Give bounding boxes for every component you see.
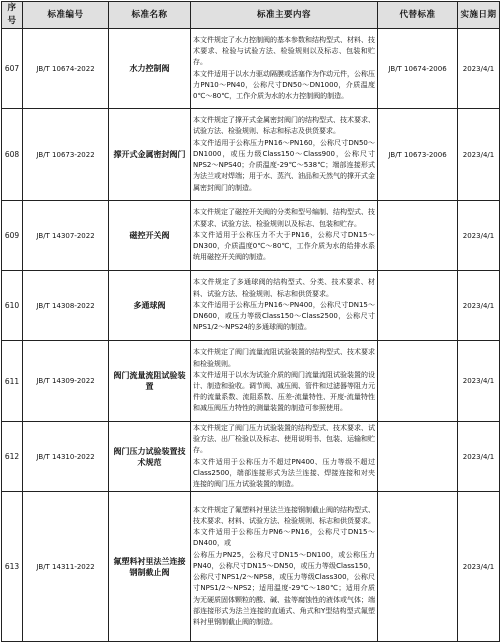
header-no: 序号 bbox=[2, 2, 23, 29]
standard-name: 多通球阀 bbox=[109, 271, 191, 341]
content-paragraph: 本文件适用于公称压力不大于PN16，公称尺寸DN15～DN300，介质温度0℃～80℃，工作介质为水的给排水系统用磁控开关阀的制造。 bbox=[193, 230, 375, 262]
content-paragraph: 本文件适用于以水力驱动隔膜或活塞作为作动元件，公称压力PN10～PN40，公称尺寸DN50～DN1000，介质温度0℃～80℃，工作介质为水的水力控制阀的制造。 bbox=[193, 69, 375, 100]
content-paragraph: 本文件规定了撑开式金属密封阀门的结构型式、技术要求、试验方法、检验规则、标志和标志及供货要求。 bbox=[193, 116, 375, 136]
content-paragraph: 本文件规定了多通球阀的结构型式、分类、技术要求、材料、试验方法、检验规则、标志和供货要求。 bbox=[193, 278, 375, 298]
replaced-standard bbox=[378, 201, 458, 271]
content-paragraph: 本文件适用于公称压力PN16～PN400，公称尺寸DN15～DN600，或压力等级Class150～Class2500，公称尺寸NPS1/2～NPS24的多通球阀的制造。 bbox=[193, 300, 375, 332]
content-paragraph: 本文件适用于公称压力PN6～PN16，公称尺寸DN15～DN400，或 bbox=[193, 528, 375, 548]
row-number: 613 bbox=[2, 492, 23, 642]
standard-content bbox=[191, 422, 378, 492]
table-row bbox=[2, 492, 500, 642]
row-number: 611 bbox=[2, 341, 23, 422]
standard-name: 水力控制阀 bbox=[109, 29, 191, 109]
content-paragraph: 本文件适用于公称压力PN16～PN160，公称尺寸DN50～DN1000，或压力级Class150～Class900，公称尺寸NPS2～NPS40；介质温度-29℃～538℃；端部连接形式为法兰或对焊端；用于水、蒸汽、油品和天然气的撑开式金属密封阀门的制造。 bbox=[193, 138, 375, 192]
header-replace: 代替标准 bbox=[378, 2, 458, 29]
effective-date: 2023/4/1 bbox=[458, 201, 500, 271]
row-number: 612 bbox=[2, 422, 23, 492]
content-paragraph: 本文件适用于以水为试验介质的阀门流量流阻试验装置的设计、制造和验收。调节阀、减压阀、管件和过滤器等阻力元件的流量系数、流阻系数、压差-流量特性、开度-流量特性和减压阀压力特性的测量装置的制造可参照使用。 bbox=[193, 370, 375, 413]
standard-code: JB/T 14308-2022 bbox=[23, 271, 109, 341]
replaced-standard bbox=[378, 492, 458, 642]
table-row bbox=[2, 341, 500, 422]
standard-content bbox=[191, 341, 378, 422]
content-paragraph: 本文件规定了阀门流量流阻试验装置的结构型式、技术要求和检验规则。 bbox=[193, 348, 375, 368]
standard-name: 阀门压力试验装置技术规范 bbox=[109, 422, 191, 492]
row-number: 609 bbox=[2, 201, 23, 271]
header-content: 标准主要内容 bbox=[191, 2, 378, 29]
standard-code: JB/T 10673-2022 bbox=[23, 109, 109, 201]
table-row bbox=[2, 422, 500, 492]
standard-code: JB/T 14311-2022 bbox=[23, 492, 109, 642]
effective-date: 2023/4/1 bbox=[458, 109, 500, 201]
standard-code: JB/T 14307-2022 bbox=[23, 201, 109, 271]
table-row bbox=[2, 29, 500, 109]
effective-date: 2023/4/1 bbox=[458, 341, 500, 422]
standard-name: 撑开式金属密封阀门 bbox=[109, 109, 191, 201]
replaced-standard bbox=[378, 271, 458, 341]
table-row bbox=[2, 271, 500, 341]
standard-code: JB/T 14310-2022 bbox=[23, 422, 109, 492]
table-row bbox=[2, 109, 500, 201]
effective-date: 2023/4/1 bbox=[458, 492, 500, 642]
effective-date: 2023/4/1 bbox=[458, 271, 500, 341]
content-paragraph: 公称压力PN25，公称尺寸DN15～DN100，或公称压力PN40，公称尺寸DN15～DN50，或压力等级Class150，公称尺寸NPS1/2～NPS8，或压力等级Class300，公称尺寸NPS1/2～NPS2；适用温度-29℃～180℃；适用介质为无硬质固体颗粒的酸、碱、盐等腐蚀性的液体或气体；端部连接形式为法兰连接的直通式、角式和Y型结构型式氟塑料衬里钢制截止阀的制造。 bbox=[193, 550, 375, 626]
header-row bbox=[2, 2, 500, 29]
standard-name: 磁控开关阀 bbox=[109, 201, 191, 271]
replaced-standard: JB/T 10673-2006 bbox=[378, 109, 458, 201]
replaced-standard: JB/T 10674-2006 bbox=[378, 29, 458, 109]
header-date: 实施日期 bbox=[458, 2, 500, 29]
effective-date: 2023/4/1 bbox=[458, 29, 500, 109]
standard-name: 阀门流量流阻试验装置 bbox=[109, 341, 191, 422]
standard-content bbox=[191, 492, 378, 642]
table-row bbox=[2, 201, 500, 271]
row-number: 610 bbox=[2, 271, 23, 341]
effective-date: 2023/4/1 bbox=[458, 422, 500, 492]
row-number: 608 bbox=[2, 109, 23, 201]
standard-content bbox=[191, 271, 378, 341]
content-paragraph: 本文件规定了氟塑料衬里法兰连接钢制截止阀的结构型式、技术要求、材料、试验方法、检验规则、标志和供货要求。 bbox=[193, 505, 375, 526]
replaced-standard bbox=[378, 341, 458, 422]
standard-content bbox=[191, 109, 378, 201]
standard-code: JB/T 14309-2022 bbox=[23, 341, 109, 422]
standard-name: 氟塑料衬里法兰连接钢制截止阀 bbox=[109, 492, 191, 642]
content-paragraph: 本文件适用于公称压力不超过PN400、压力等级不超过Class2500，端部连接形式为法兰连接、焊接连接和对夹连接的阀门压力试验装置的制造。 bbox=[193, 457, 375, 488]
standard-content bbox=[191, 29, 378, 109]
replaced-standard bbox=[378, 422, 458, 492]
standard-content bbox=[191, 201, 378, 271]
standard-code: JB/T 10674-2022 bbox=[23, 29, 109, 109]
header-code: 标准编号 bbox=[23, 2, 109, 29]
content-paragraph: 本文件规定了磁控开关阀的分类和型号编制、结构型式、技术要求、试验方法、检验规则以及标志、包装和贮存。 bbox=[193, 208, 375, 228]
header-name: 标准名称 bbox=[109, 2, 191, 29]
content-paragraph: 本文件规定了水力控制阀的基本参数和结构型式、材料、技术要求、检验与试验方法、检验规则以及标志、包装和贮存。 bbox=[193, 35, 375, 67]
row-number: 607 bbox=[2, 29, 23, 109]
content-paragraph: 本文件规定了阀门压力试验装置的结构型式、技术要求、试验方法、出厂检验以及标志、使用说明书、包装、运输和贮存。 bbox=[193, 423, 375, 455]
standards-table bbox=[1, 1, 500, 642]
